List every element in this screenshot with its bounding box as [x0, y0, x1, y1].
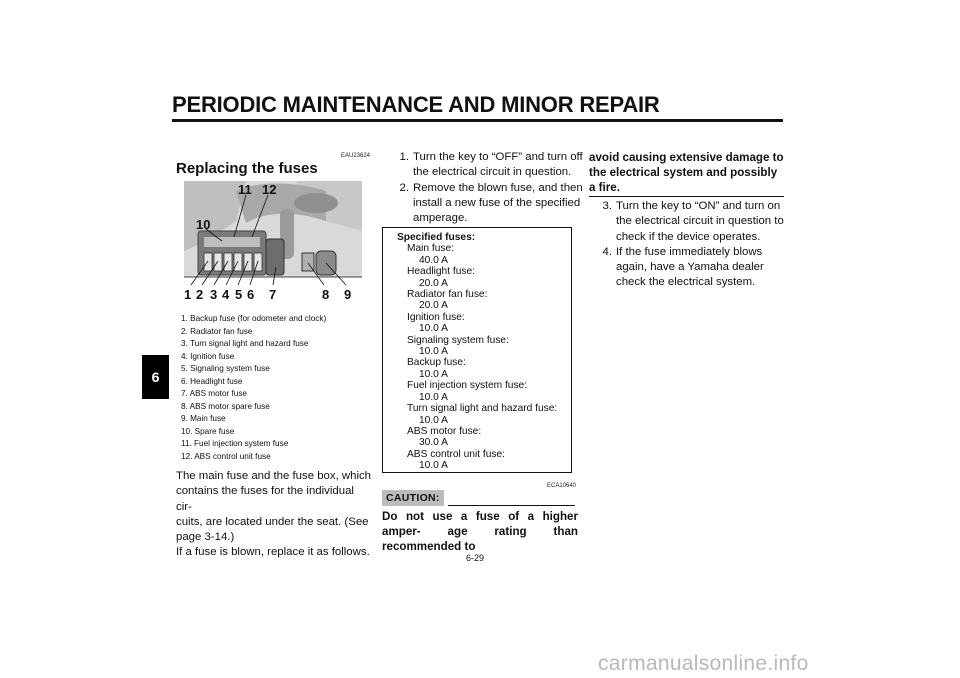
step-number: 1.	[399, 151, 409, 163]
step-number: 3.	[602, 200, 612, 212]
spec-value: 10.0 A	[419, 346, 448, 358]
legend-item: 7. ABS motor fuse	[181, 389, 247, 398]
step-text: If the fuse immediately blows again, have a Yamaha dealer check the electrical system.	[616, 245, 764, 289]
callout-12: 12	[262, 182, 277, 197]
callout-1: 1	[184, 287, 192, 302]
paragraph-line: If a fuse is blown, replace it as follows.	[176, 546, 370, 559]
intro-paragraph	[176, 469, 372, 561]
page-header-title: PERIODIC MAINTENANCE AND MINOR REPAIR	[172, 92, 660, 117]
page-number: 6-29	[466, 553, 485, 563]
spec-label: Turn signal light and hazard fuse:	[407, 403, 558, 415]
paragraph-line: The main fuse and the fuse box, which	[176, 470, 372, 482]
spec-label: ABS motor fuse:	[407, 425, 482, 437]
section-code: EAU23624	[341, 153, 371, 159]
paragraph-line: cuits, are located under the seat. (See	[176, 515, 369, 528]
legend-item: 1. Backup fuse (for odometer and clock)	[181, 314, 327, 323]
spec-value: 10.0 A	[419, 368, 448, 380]
legend-item: 12. ABS control unit fuse	[181, 451, 271, 461]
spec-label: Fuel injection system fuse:	[407, 380, 528, 392]
callout-4: 4	[222, 287, 230, 302]
spec-value: 10.0 A	[419, 391, 448, 403]
step-text: Turn the key to “OFF” and turn off the electrical circuit in question.	[413, 151, 583, 179]
callout-9: 9	[344, 287, 352, 302]
figure-legend	[181, 313, 326, 463]
callout-6: 6	[247, 287, 255, 302]
legend-item: 3. Turn signal light and hazard fuse	[181, 339, 309, 348]
spec-value: 20.0 A	[419, 277, 448, 289]
caution-badge: CAUTION:	[382, 490, 444, 506]
step-text: Remove the blown fuse, and then install a new fuse of the specified amperage.	[413, 181, 583, 225]
caution-text-continued: avoid causing extensive damage to the electrical system and possibly a fire.	[589, 151, 784, 195]
legend-item: 9. Main fuse	[181, 414, 226, 423]
caution-code: ECA10640	[547, 483, 577, 489]
callout-3: 3	[210, 287, 218, 302]
spec-value: 20.0 A	[419, 300, 448, 312]
paragraph-line: page 3-14.)	[176, 531, 235, 544]
caution-header	[382, 490, 575, 506]
step-item	[391, 150, 583, 181]
legend-item: 10. Spare fuse	[181, 426, 235, 436]
step-item	[594, 199, 784, 245]
callout-7: 7	[269, 287, 277, 302]
watermark: carmanualsonline.info	[598, 652, 809, 675]
legend-item: 4. Ignition fuse	[181, 351, 235, 361]
spec-title: Specified fuses:	[397, 232, 476, 243]
callout-5: 5	[235, 287, 243, 302]
callout-10: 10	[196, 217, 211, 232]
spec-label: Radiator fan fuse:	[407, 289, 488, 301]
spec-value: 10.0 A	[419, 460, 448, 472]
callout-11: 11	[238, 182, 252, 197]
callout-8: 8	[322, 287, 330, 302]
step-number: 4.	[602, 245, 612, 258]
steps-list-b	[594, 199, 784, 291]
step-item	[391, 181, 583, 227]
step-text: Turn the key to “ON” and turn on the electrical circuit in question to check if the device operates.	[616, 200, 784, 243]
spec-value: 10.0 A	[419, 323, 448, 335]
spec-label: ABS control unit fuse:	[407, 448, 505, 460]
spec-label: Backup fuse:	[407, 357, 466, 369]
legend-item: 5. Signaling system fuse	[181, 364, 270, 373]
spec-value: 30.0 A	[419, 437, 448, 449]
spec-value: 40.0 A	[419, 254, 448, 266]
specified-fuses-box	[382, 227, 572, 473]
chapter-tab: 6	[142, 355, 169, 399]
steps-list-a	[391, 150, 583, 226]
caution-rule	[448, 505, 575, 506]
callout-2: 2	[196, 287, 204, 302]
legend-item: 11. Fuel injection system fuse	[181, 439, 289, 448]
legend-item: 6. Headlight fuse	[181, 376, 243, 386]
fuse-box-photo	[176, 181, 368, 309]
paragraph-line: contains the fuses for the individual cir-	[176, 485, 354, 513]
spec-label: Headlight fuse:	[407, 266, 475, 278]
section-title: Replacing the fuses	[176, 160, 318, 177]
caution-text: Do not use a fuse of a higher amper- age rating than recommended to	[382, 510, 578, 554]
caution-end-rule	[589, 196, 784, 197]
legend-item: 2. Radiator fan fuse	[181, 326, 253, 336]
spec-value: 10.0 A	[419, 414, 448, 426]
legend-item: 8. ABS motor spare fuse	[181, 401, 270, 411]
fuse-box-figure	[176, 181, 368, 309]
step-item	[594, 245, 784, 291]
spec-label: Signaling system fuse:	[407, 334, 509, 346]
spec-label: Ignition fuse:	[407, 311, 465, 323]
header-rule	[172, 119, 783, 122]
spec-label: Main fuse:	[407, 243, 454, 255]
step-number: 2.	[399, 181, 409, 194]
